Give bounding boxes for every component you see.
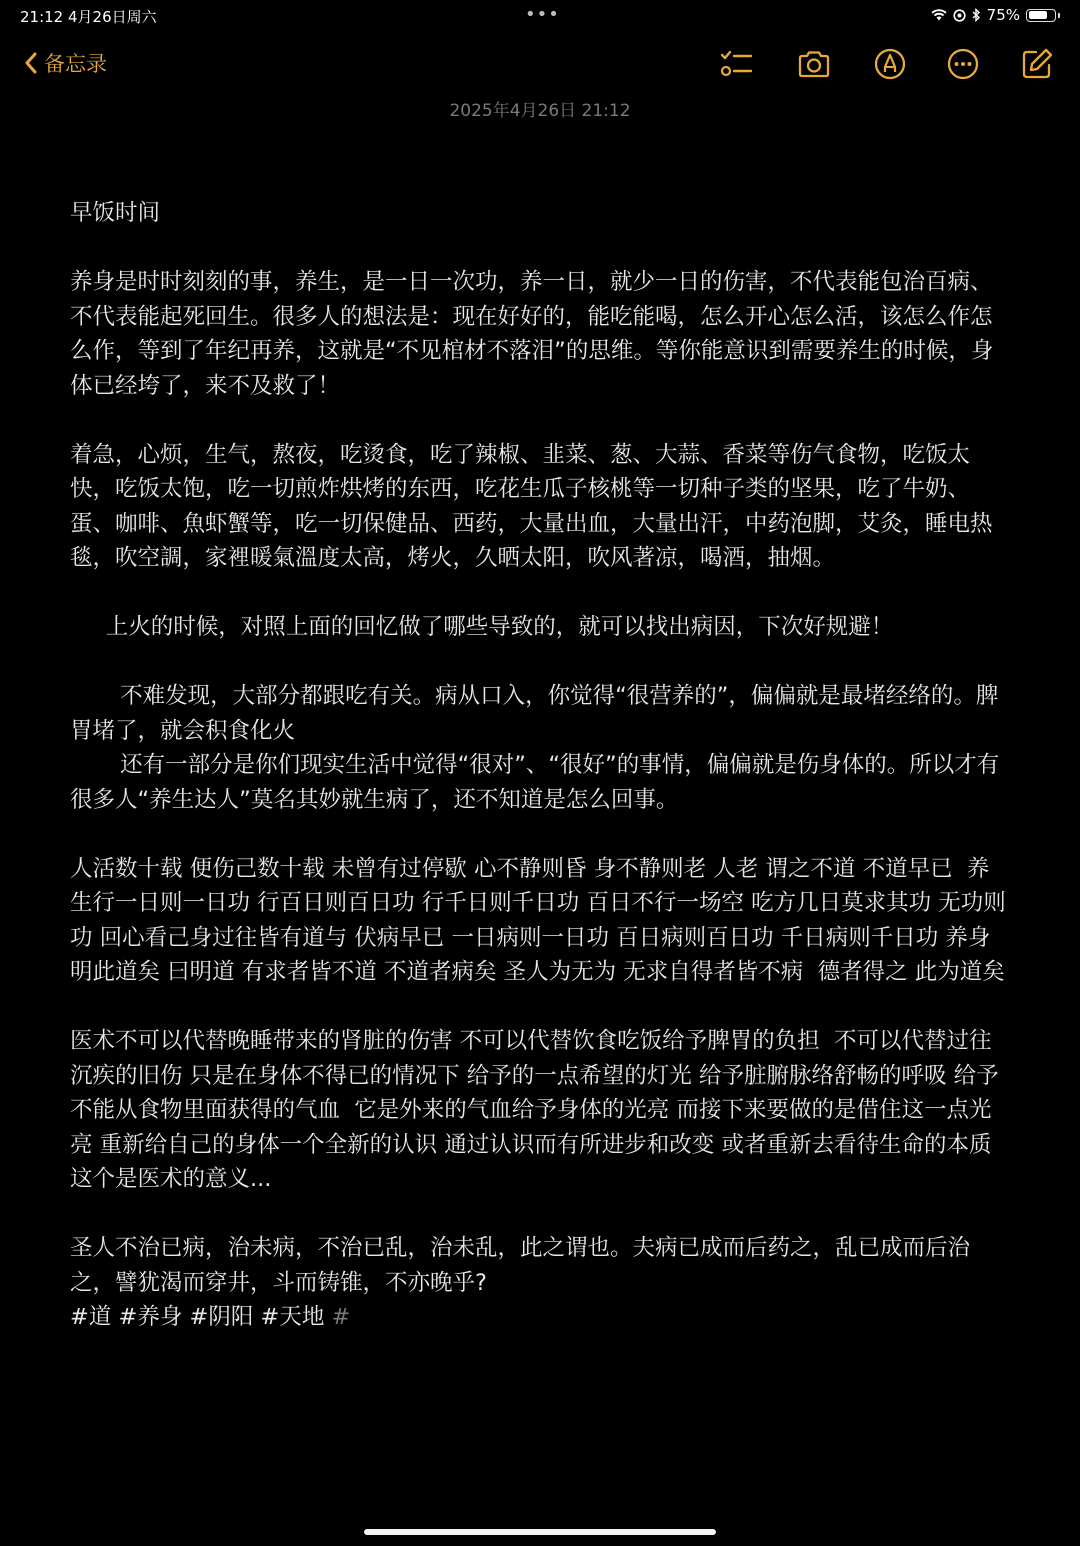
multitasking-dots[interactable]: •••: [525, 4, 560, 25]
status-bar: [0, 0, 1080, 32]
note-paragraph-2: 着急，心烦，生气，熬夜，吃烫食，吃了辣椒、韭菜、葱、大蒜、香菜等伤气食物，吃饭太快，吃饭太饱，吃一切煎炸烘烤的东西，吃花生瓜子核桃等一切种子类的坚果，吃了牛奶、蛋、咖啡、魚虾蟹等，吃一切保健品、西药，大量出血，大量出汗，中药泡脚，艾灸，睡电热毯，吹空調，家裡暖氣溫度太高，烤火，久晒太阳，吹风著凉，喝酒，抽烟。: [70, 441, 993, 571]
blank-line: [70, 231, 1010, 266]
note-paragraph-4b: 还有一部分是你们现实生活中觉得“很对”、“很好”的事情，偏偏就是伤身体的。所以才有很多人“养生达人”莫名其妙就生病了，还不知道是怎么回事。: [70, 752, 1000, 813]
status-time-date: 21:12 4月26日周六: [20, 8, 157, 26]
home-indicator[interactable]: [364, 1529, 716, 1535]
note-title: 早饭时间: [70, 200, 161, 226]
note-paragraph-7: 圣人不治已病，治未病，不治已乱，治未乱，此之谓也。夫病已成而后药之，乱已成而后治之，譬犹渴而穿井，斗而铸锥，不亦晚乎?: [70, 1235, 971, 1296]
chevron-left-icon: [24, 51, 38, 75]
camera-button[interactable]: [796, 46, 832, 82]
bluetooth-icon: [972, 8, 981, 22]
camera-icon: [796, 46, 832, 82]
tag-list[interactable]: #道 #养身 #阴阳 #天地: [70, 1304, 325, 1330]
blank-line: [70, 990, 1010, 1025]
note-tags: [70, 1300, 1010, 1335]
note-paragraph-3: 上火的时候，对照上面的回忆做了哪些导致的，就可以找出病因，下次好规避！: [70, 614, 894, 640]
note-paragraph-6: 医术不可以代替晚睡带来的肾脏的伤害 不可以代替饮食吃饭给予脾胃的负担 不可以代替过往沉疾的旧伤 只是在身体不得已的情况下 给予的一点希望的灯光 给予脏腑脉络舒畅的呼吸 给予不能从食物里面获得的气血 它是外来的气血给予身体的光亮 而接下来要做的是借住这一点光亮 重新给自己的身体一个全新的认识 通过认识而有所进步和改变 或者重新去看待生命的本质 这个是医术的意义...: [70, 1028, 1006, 1192]
status-indicators: [931, 6, 1060, 24]
location-lock-icon: [953, 9, 966, 22]
note-paragraph-1: 养身是时时刻刻的事，养生，是一日一次功，养一日，就少一日的伤害，不代表能包治百病、不代表能起死回生。很多人的想法是：现在好好的，能吃能喝，怎么开心怎么活，该怎么作怎么作，等到了年纪再养，这就是“不见棺材不落泪”的思维。等你能意识到需要养生的时候，身体已经垮了，来不及救了！: [70, 269, 994, 399]
checklist-icon: [718, 46, 754, 82]
markup-button[interactable]: [872, 46, 908, 82]
checklist-button[interactable]: [718, 46, 754, 82]
battery-percentage: 75%: [986, 6, 1020, 24]
battery-level-fill: [1029, 11, 1047, 19]
blank-line: [70, 403, 1010, 438]
blank-line: [70, 1197, 1010, 1232]
note-date: 2025年4月26日 21:12: [449, 101, 631, 121]
tag-cursor: #: [331, 1304, 351, 1330]
note-paragraph-4a: 不难发现，大部分都跟吃有关。病从口入，你觉得“很营养的”，偏偏就是最堵经络的。脾胃堵了，就会积食化火: [70, 683, 999, 744]
note-paragraph-5: 人活数十载 便伤己数十载 未曾有过停歇 心不静则昏 身不静则老 人老 谓之不道 不道早已 养生行一日则一日功 行百日则百日功 行千日则千日功 百日不行一场空 吃方几日莫求其功 无功则功 回心看己身过往皆有道与 伏病早已 一日病则一日功 百日病则百日功 千日病则千日功 养身明此道矣 曰明道 有求者皆不道 不道者病矣 圣人为无为 无求自得者皆不病 德者得之 此为道矣: [70, 855, 1006, 985]
blank-line: [70, 645, 1010, 680]
blank-line: [70, 576, 1010, 611]
battery-icon: [1026, 9, 1056, 22]
note-body[interactable]: [70, 196, 1010, 1335]
wifi-icon: [931, 9, 947, 21]
markup-icon: [872, 46, 908, 82]
battery-cap: [1058, 13, 1060, 18]
back-button-label: 备忘录: [44, 52, 107, 76]
compose-button[interactable]: [1019, 46, 1055, 82]
compose-icon: [1019, 46, 1055, 82]
navigation-bar: [0, 40, 1080, 88]
more-icon: [945, 46, 981, 82]
blank-line: [70, 817, 1010, 852]
more-button[interactable]: [945, 46, 981, 82]
back-button[interactable]: [24, 48, 107, 78]
